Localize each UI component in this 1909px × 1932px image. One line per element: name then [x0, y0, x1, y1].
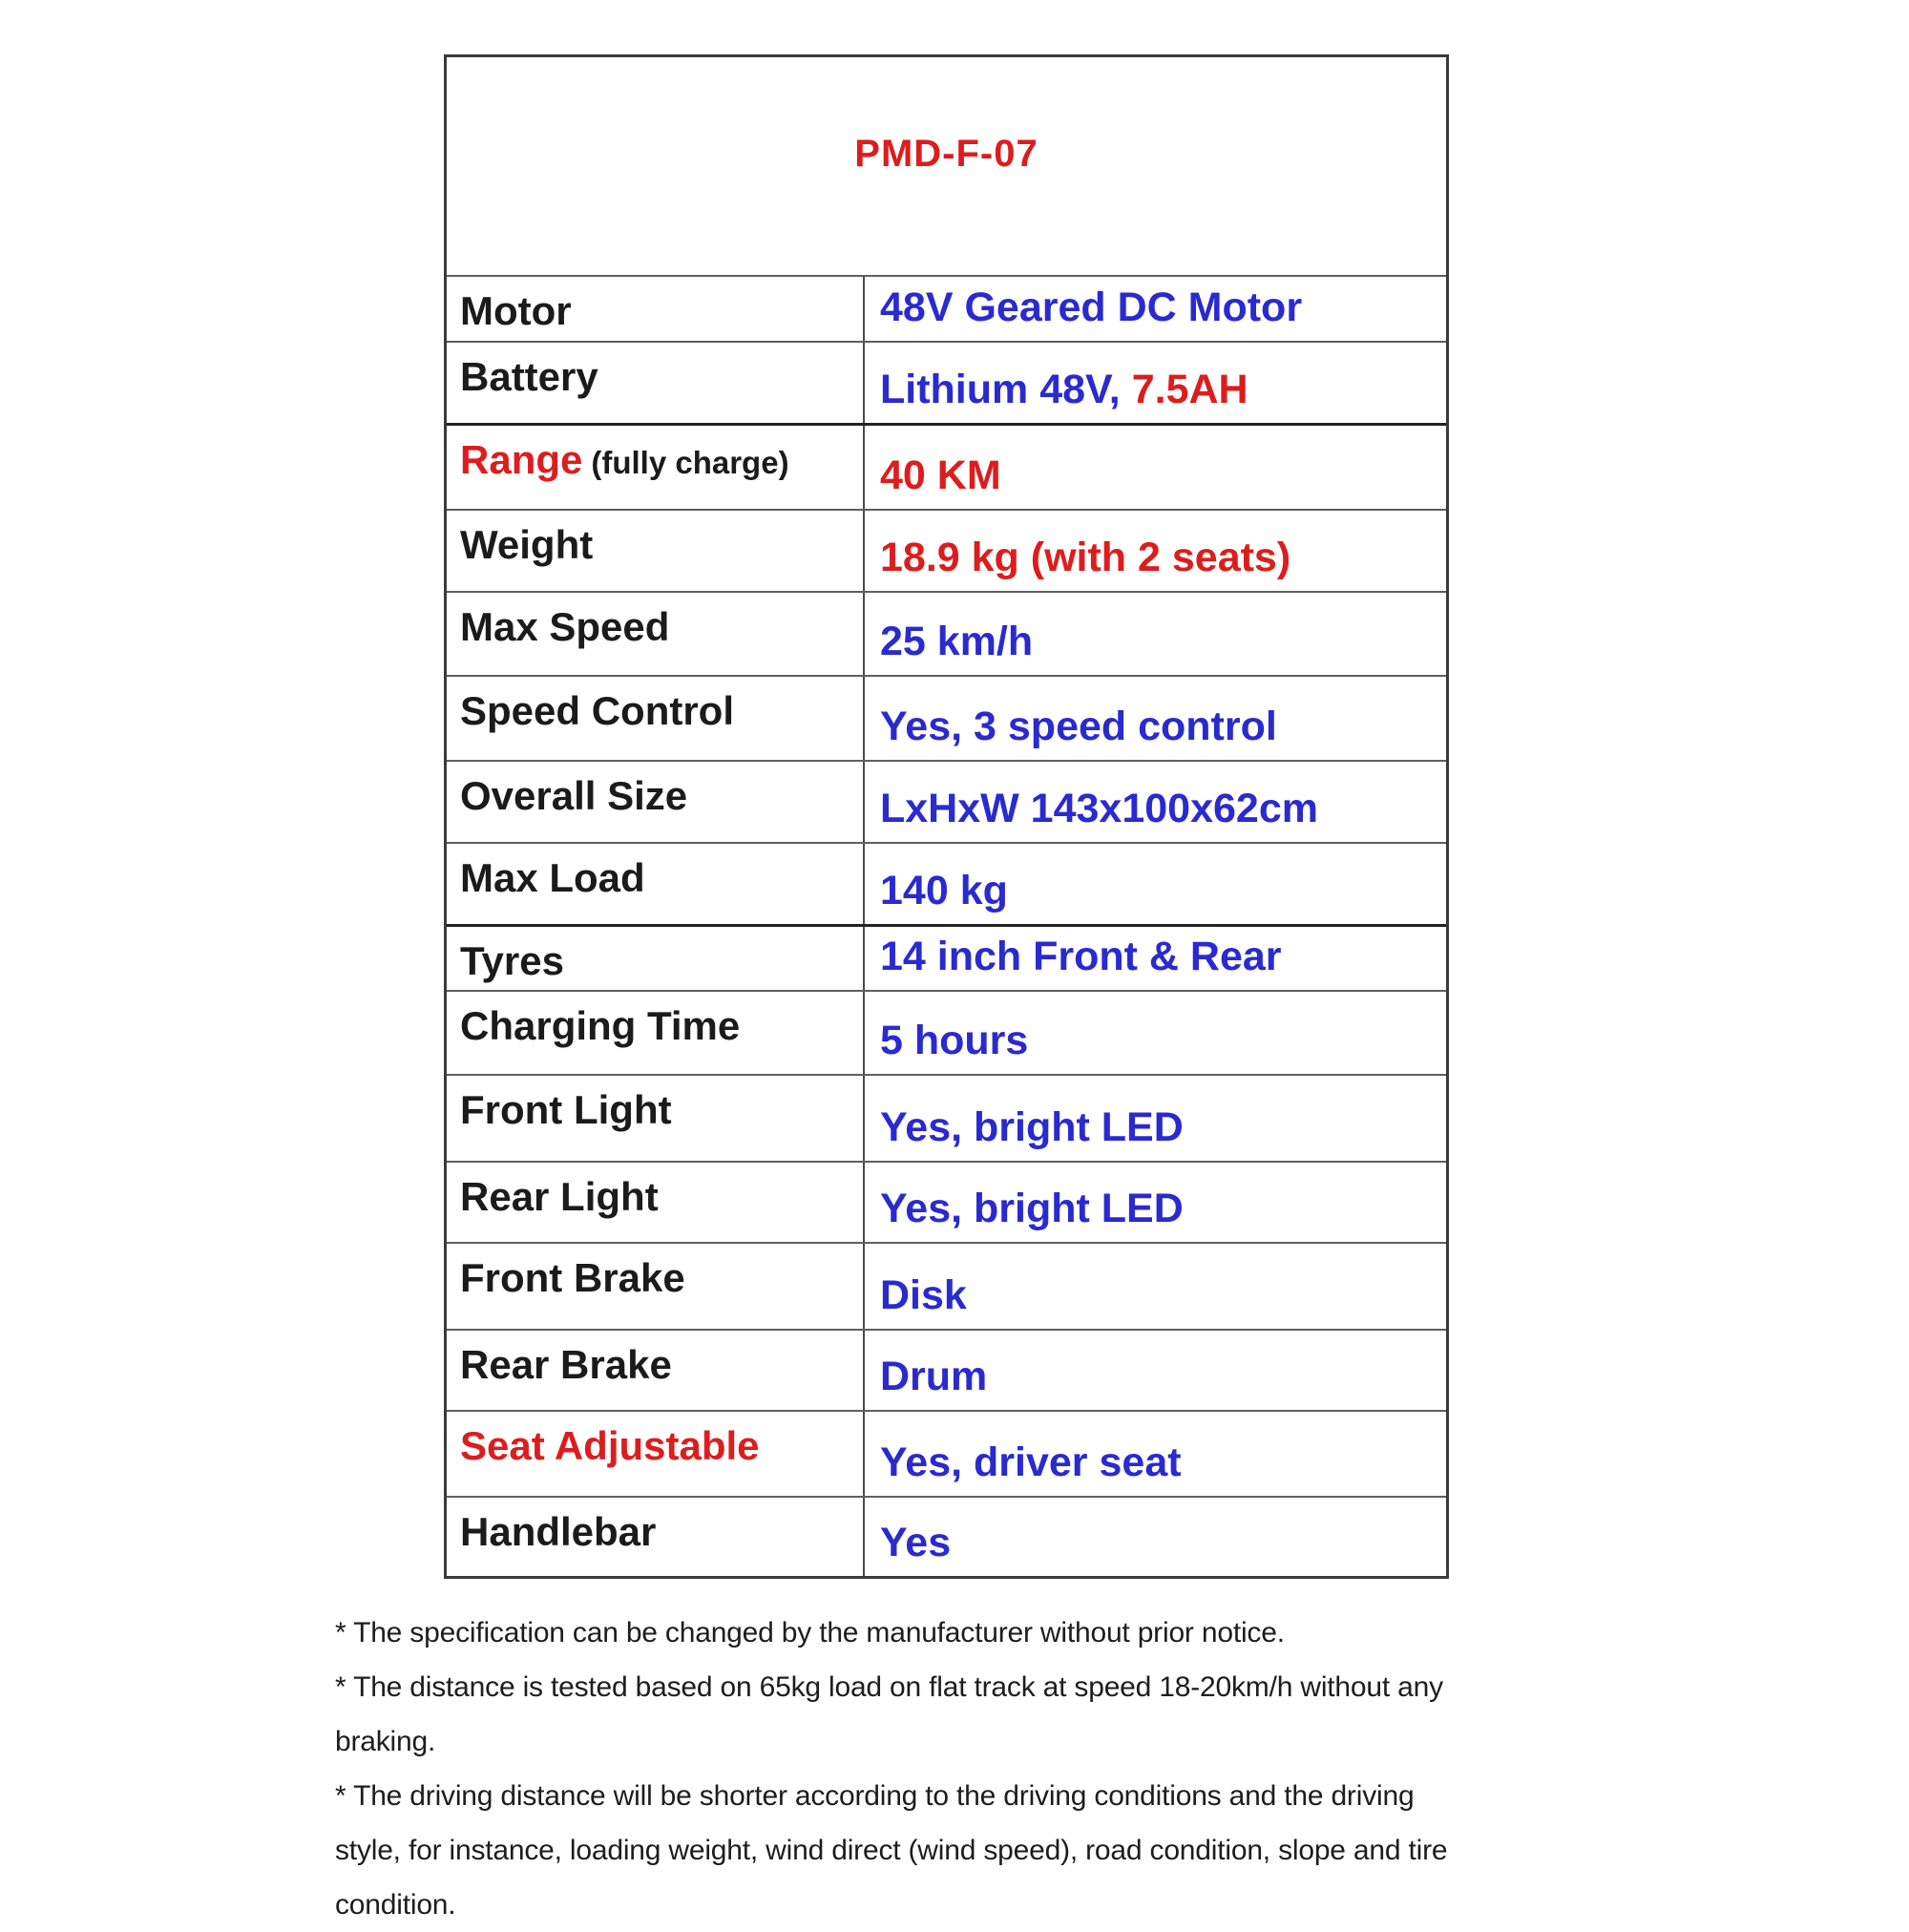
row-label: Handlebar [447, 1498, 865, 1576]
row-label: Overall Size [447, 762, 865, 842]
footer-note-line: * The driving distance will be shorter according to the driving conditions and the driving [335, 1780, 1415, 1812]
row-label: Tyres [447, 927, 865, 990]
row-label: Range (fully charge) [447, 426, 865, 509]
row-label: Charging Time [447, 992, 865, 1074]
row-value: Yes, 3 speed control [880, 704, 1277, 749]
row-value: 14 inch Front & Rear [880, 934, 1282, 979]
row-label: Speed Control [447, 677, 865, 760]
model-name: PMD-F-07 [854, 132, 1038, 175]
spec-row [447, 990, 1446, 1074]
row-value: LxHxW 143x100x62cm [880, 786, 1318, 831]
spec-row [447, 1410, 1446, 1496]
spec-row [447, 423, 1446, 509]
row-value: 140 kg [880, 868, 1008, 914]
spec-row [447, 760, 1446, 842]
row-label: Front Light [447, 1076, 865, 1161]
row-value: Yes, bright LED [880, 1186, 1184, 1231]
footer-note-line: condition. [335, 1889, 456, 1921]
spec-row [447, 591, 1446, 675]
spec-row [447, 509, 1446, 591]
row-label: Motor [447, 277, 865, 341]
row-label: Rear Brake [447, 1331, 865, 1410]
row-value: 25 km/h [880, 619, 1034, 664]
row-label: Front Brake [447, 1244, 865, 1329]
spec-row [447, 842, 1446, 924]
spec-row [447, 924, 1446, 990]
row-value: Drum [880, 1354, 988, 1399]
spec-table [444, 54, 1449, 1579]
row-value: Yes, bright LED [880, 1104, 1184, 1150]
spec-row [447, 1074, 1446, 1161]
footer-notes [335, 1606, 1447, 1932]
row-value: Yes, driver seat [880, 1439, 1182, 1485]
spec-row [447, 275, 1446, 341]
spec-row [447, 1242, 1446, 1329]
row-label: Rear Light [447, 1163, 865, 1242]
row-value: 18.9 kg (with 2 seats) [880, 535, 1291, 580]
row-value: Yes [880, 1520, 952, 1565]
spec-row [447, 675, 1446, 760]
row-value: 48V Geared DC Motor [880, 284, 1303, 330]
spec-row [447, 1496, 1446, 1576]
spec-row [447, 1329, 1446, 1410]
row-label: Seat Adjustable [447, 1412, 865, 1496]
row-label: Battery [447, 343, 865, 423]
footer-note-line: style, for instance, loading weight, wind direct (wind speed), road condition, slope and tire [335, 1835, 1448, 1866]
row-value: Disk [880, 1272, 967, 1318]
spec-row [447, 341, 1446, 423]
row-value: Lithium 48V, 7.5AH [880, 367, 1248, 412]
spec-row [447, 1161, 1446, 1242]
row-label: Max Speed [447, 593, 865, 675]
row-value: 40 KM [880, 452, 1001, 498]
footer-note-line: * The distance is tested based on 65kg load on flat track at speed 18-20km/h without any [335, 1671, 1443, 1703]
row-label: Weight [447, 511, 865, 591]
footer-note-line: * The specification can be changed by the manufacturer without prior notice. [335, 1617, 1285, 1648]
footer-note-line: braking. [335, 1726, 436, 1757]
table-header [447, 57, 1446, 275]
row-value: 5 hours [880, 1018, 1029, 1063]
row-label: Max Load [447, 844, 865, 924]
